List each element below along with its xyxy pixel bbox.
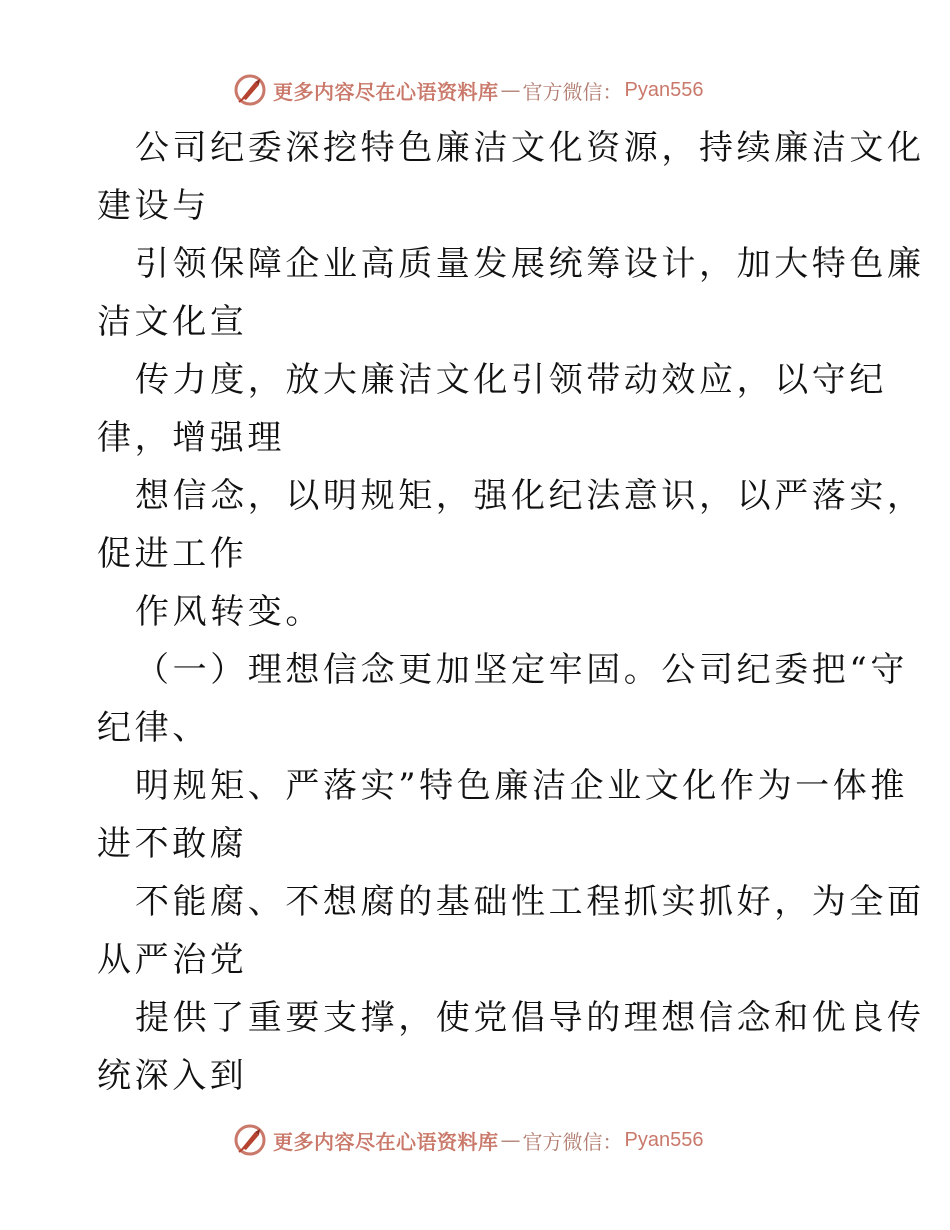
header-watermark [233, 73, 753, 107]
text-line: 作风转变。 [135, 592, 323, 632]
text-line: 想信念，以明规矩，强化纪法意识，以严落实， [135, 476, 925, 516]
header-wechat-id: Pyan556 [624, 78, 704, 101]
text-line: 洁文化宣 [97, 302, 248, 342]
text-line: 引领保障企业高质量发展统筹设计，加大特色廉 [135, 244, 925, 284]
text-line: 律，增强理 [97, 418, 285, 458]
text-line: （一）理想信念更加坚定牢固。公司纪委把“守 [135, 650, 908, 690]
text-line: 纪律、 [97, 708, 210, 748]
text-line: 公司纪委深挖特色廉洁文化资源，持续廉洁文化 [135, 128, 925, 168]
footer-wechat-id: Pyan556 [624, 1128, 704, 1151]
quill-pen-logo-icon [233, 73, 267, 107]
header-dash: — [500, 78, 521, 102]
text-line: 进不敢腐 [97, 824, 248, 864]
header-brand-text: 更多内容尽在心语资料库 [273, 79, 499, 104]
text-line: 统深入到 [97, 1056, 248, 1096]
footer-wechat-label: 官方微信： [522, 1129, 623, 1154]
quill-pen-logo-icon [233, 1123, 267, 1157]
text-line: 明规矩、严落实”特色廉洁企业文化作为一体推 [135, 766, 908, 806]
text-line: 提供了重要支撑，使党倡导的理想信念和优良传 [135, 998, 925, 1038]
footer-brand-text: 更多内容尽在心语资料库 [273, 1129, 499, 1154]
header-wechat-label: 官方微信： [522, 79, 623, 104]
text-line: 传力度，放大廉洁文化引领带动效应，以守纪 [135, 360, 887, 400]
text-line: 从严治党 [97, 940, 248, 980]
text-line: 建设与 [97, 186, 210, 226]
footer-dash: — [500, 1128, 521, 1152]
text-line: 促进工作 [97, 534, 248, 574]
footer-watermark [233, 1123, 753, 1157]
text-line: 不能腐、不想腐的基础性工程抓实抓好，为全面 [135, 882, 925, 922]
